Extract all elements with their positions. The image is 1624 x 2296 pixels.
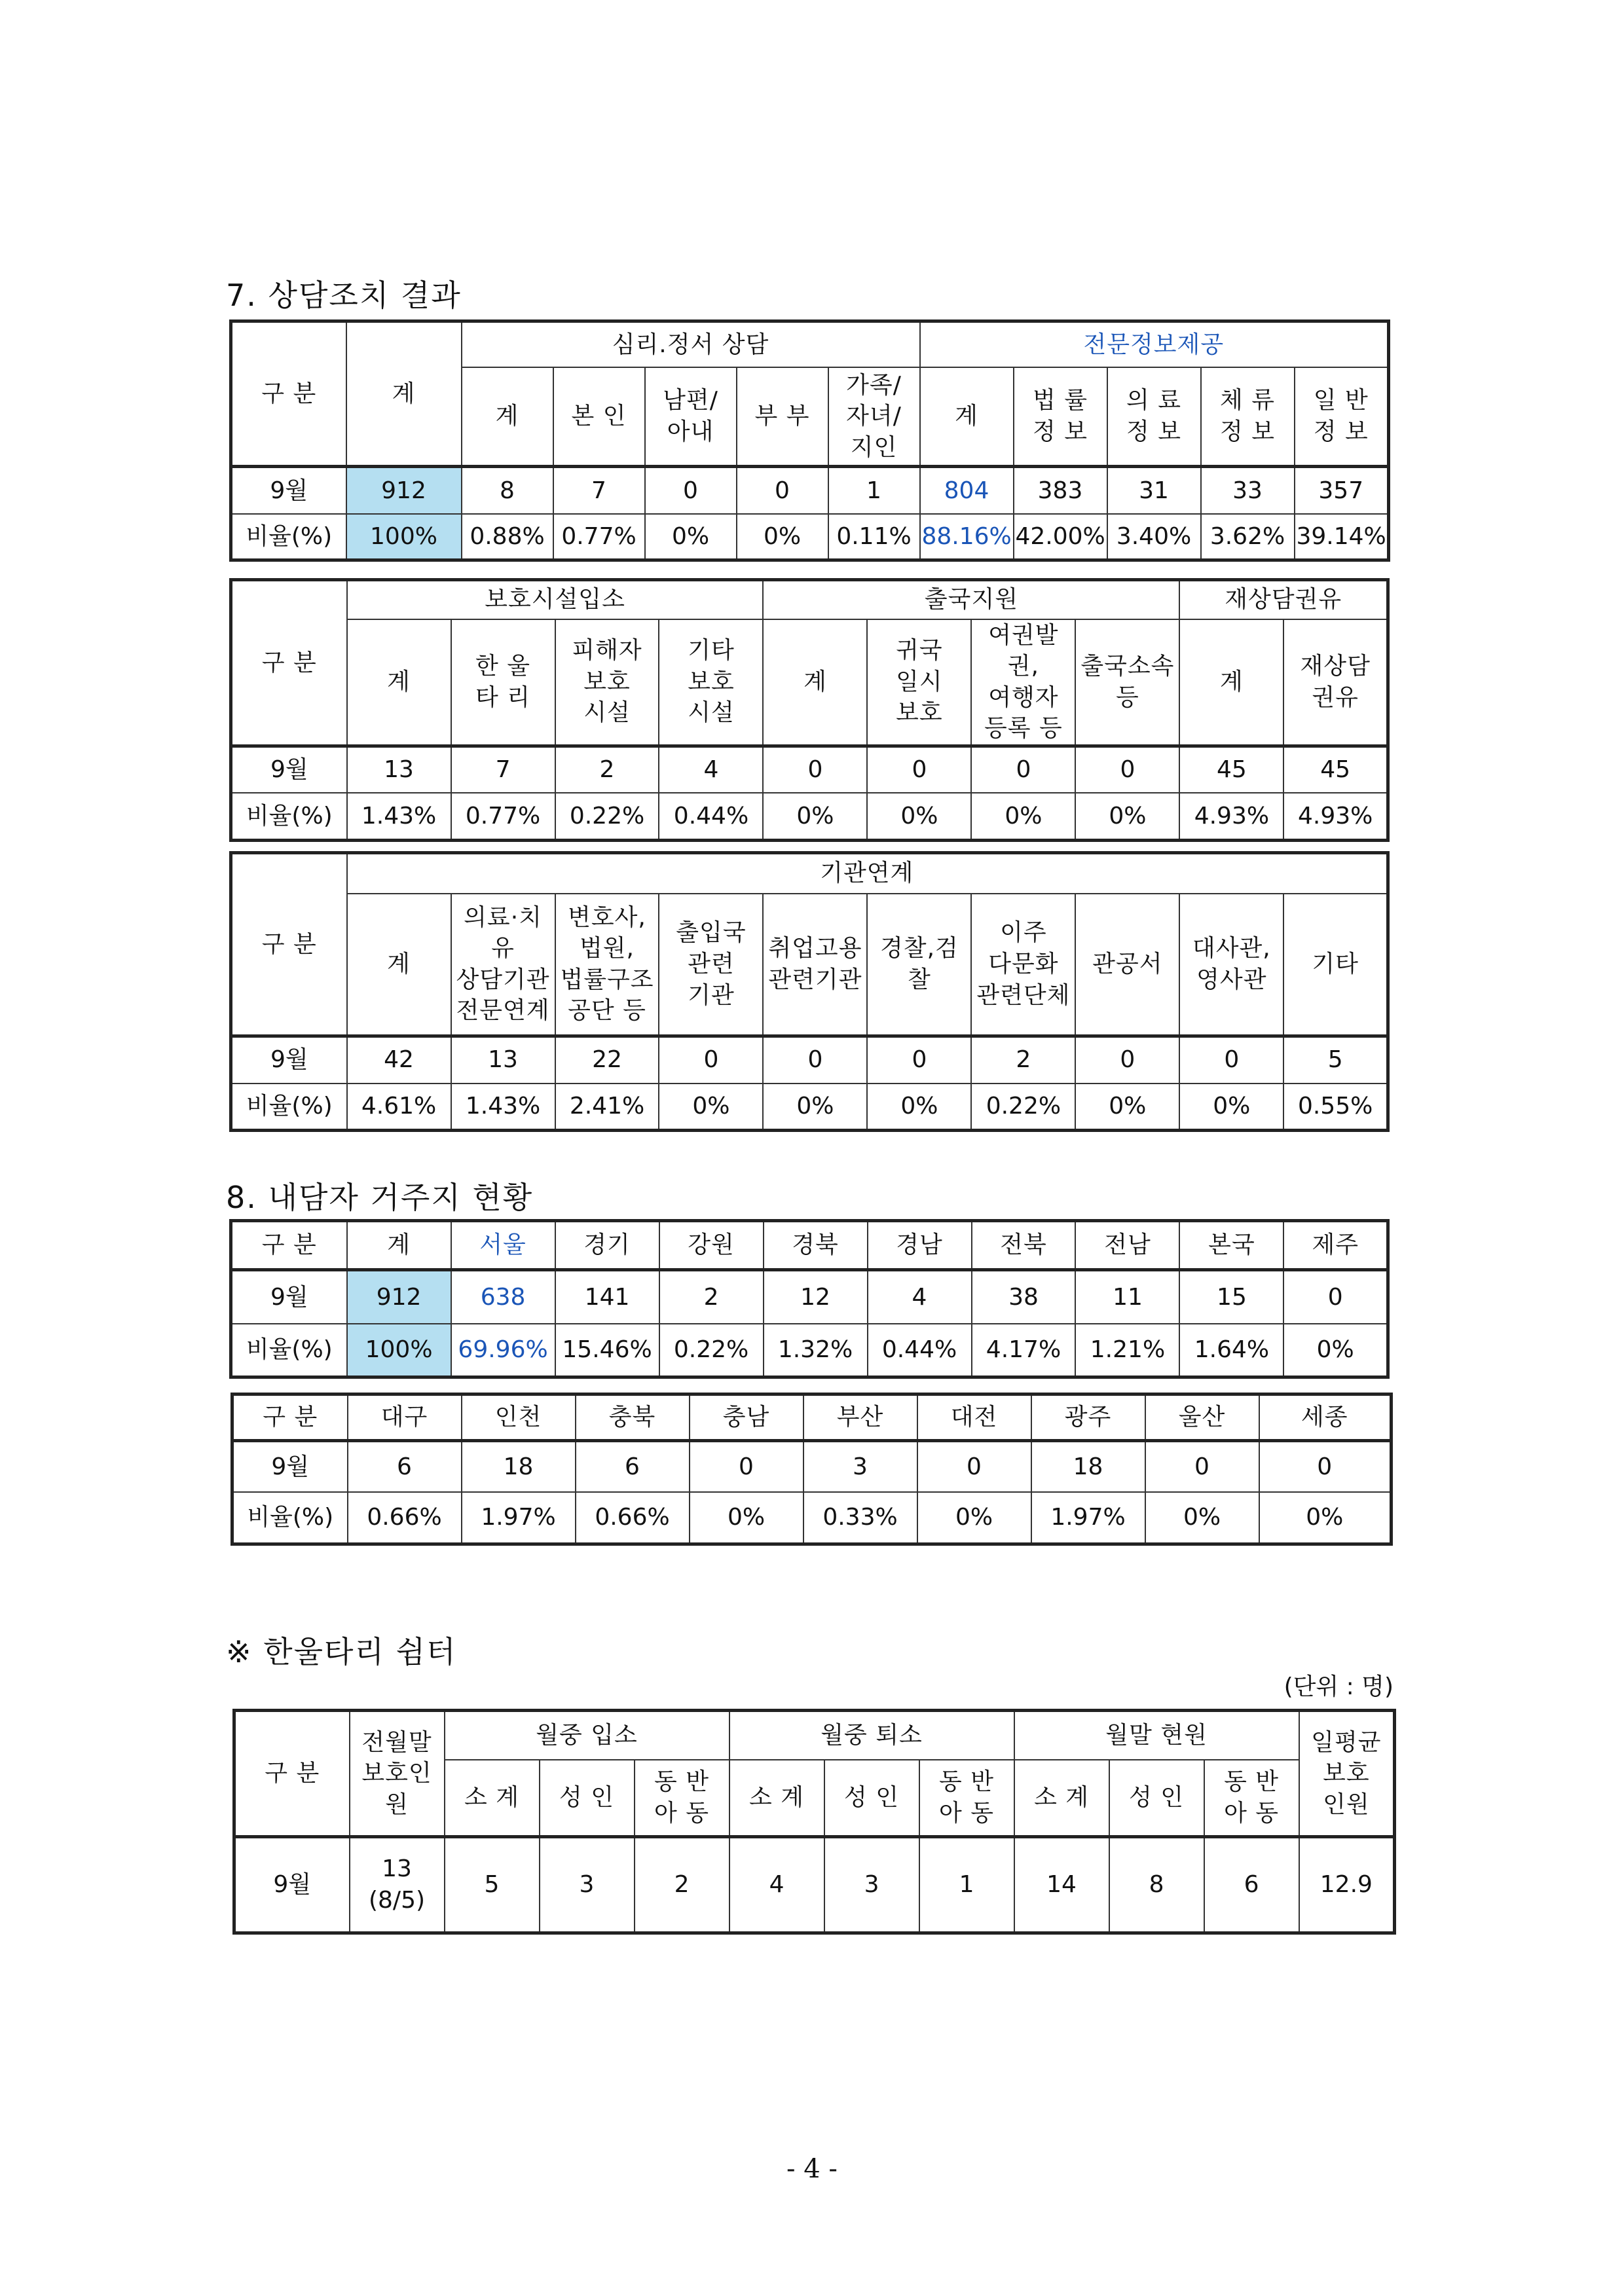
table-cell: 0.33% — [803, 1492, 917, 1544]
header-month-end-current: 월말 현원 — [1014, 1711, 1299, 1760]
table-cell: 0% — [971, 793, 1075, 840]
col-header: 광주 — [1031, 1394, 1145, 1441]
row-label: 9월 — [232, 1440, 348, 1492]
col-header: 재상담 권유 — [1283, 619, 1388, 746]
col-header: 출국소속 등 — [1075, 619, 1179, 746]
table-cell: 0% — [1075, 1084, 1179, 1131]
table-cell: 0% — [1283, 1324, 1388, 1377]
table-cell: 13 — [451, 1036, 555, 1084]
col-header: 소 계 — [445, 1760, 540, 1837]
table-cell: 0% — [867, 1084, 971, 1131]
table-cell: 141 — [555, 1270, 659, 1324]
table-cell: 0% — [763, 793, 867, 840]
table-cell: 13 — [347, 746, 451, 793]
col-header: 피해자 보호 시설 — [555, 619, 659, 746]
table-cell: 38 — [972, 1270, 1076, 1324]
col-header: 동 반 아 동 — [919, 1760, 1014, 1837]
table-cell: 15.46% — [555, 1324, 659, 1377]
col-header: 관공서 — [1075, 894, 1179, 1036]
table-cell: 100% — [346, 514, 462, 560]
col-header: 계 — [462, 367, 553, 466]
table-cell: 0% — [1259, 1492, 1392, 1544]
col-header-seoul: 서울 — [451, 1221, 555, 1270]
header-shelter-admission: 보호시설입소 — [347, 580, 764, 619]
table-cell: 31 — [1107, 466, 1201, 514]
table-cell: 0.44% — [659, 793, 763, 840]
table-cell: 2 — [635, 1837, 729, 1933]
col-header: 변호사, 법원, 법률구조 공단 등 — [555, 894, 659, 1036]
col-header: 충남 — [690, 1394, 803, 1441]
table-cell: 0 — [971, 746, 1075, 793]
row-label: 9월 — [231, 746, 347, 793]
table-cell: 0.55% — [1283, 1084, 1388, 1131]
table-cell: 0% — [917, 1492, 1031, 1544]
table-cell: 14 — [1014, 1837, 1109, 1933]
header-total: 계 — [346, 321, 462, 467]
col-header: 의료·치유 상담기관 전문연계 — [451, 894, 555, 1036]
col-header: 기타 보호 시설 — [659, 619, 763, 746]
header-professional-info: 전문정보제공 — [920, 321, 1389, 368]
table-cell: 5 — [1283, 1036, 1388, 1084]
row-label: 비율(%) — [232, 1492, 348, 1544]
table-cell: 0% — [1075, 793, 1179, 840]
table-cell: 69.96% — [451, 1324, 555, 1377]
counseling-results-table-agency-linkage — [229, 851, 1390, 1132]
header-monthly-admission: 월중 입소 — [445, 1711, 729, 1760]
table-cell: 4 — [729, 1837, 824, 1933]
col-header: 부 부 — [737, 367, 828, 466]
table-cell: 2.41% — [555, 1084, 659, 1131]
table-cell: 0% — [645, 514, 737, 560]
col-header: 세종 — [1259, 1394, 1392, 1441]
col-header: 성 인 — [824, 1760, 919, 1837]
table-cell: 1.97% — [1031, 1492, 1145, 1544]
table-cell: 3 — [540, 1837, 635, 1933]
col-header: 제주 — [1283, 1221, 1388, 1270]
table-cell: 11 — [1075, 1270, 1179, 1324]
col-header: 인천 — [462, 1394, 576, 1441]
table-cell: 0 — [1075, 746, 1179, 793]
table-cell: 3.40% — [1107, 514, 1201, 560]
table-cell: 1 — [828, 466, 920, 514]
col-header: 경기 — [555, 1221, 659, 1270]
table-cell: 88.16% — [920, 514, 1014, 560]
unit-label: (단위 : 명) — [1283, 1673, 1393, 1700]
table-cell: 42.00% — [1014, 514, 1107, 560]
col-header: 의 료 정 보 — [1107, 367, 1201, 466]
table-cell: 0.22% — [659, 1324, 764, 1377]
table-cell: 0% — [690, 1492, 803, 1544]
residence-table-2 — [231, 1393, 1393, 1546]
table-cell: 22 — [555, 1036, 659, 1084]
row-label: 비율(%) — [231, 793, 347, 840]
table-cell: 0 — [763, 1036, 867, 1084]
table-cell: 804 — [920, 466, 1014, 514]
row-label: 9월 — [234, 1837, 350, 1933]
table-cell: 0.11% — [828, 514, 920, 560]
table-cell: 0 — [1145, 1440, 1259, 1492]
col-header: 구 분 — [231, 1221, 347, 1270]
col-header: 울산 — [1145, 1394, 1259, 1441]
table-cell: 0 — [1259, 1440, 1392, 1492]
col-header: 대구 — [348, 1394, 462, 1441]
col-header: 충북 — [576, 1394, 690, 1441]
table-cell: 0 — [867, 1036, 971, 1084]
table-cell: 8 — [1109, 1837, 1204, 1933]
col-header: 소 계 — [1014, 1760, 1109, 1837]
table-cell: 33 — [1201, 466, 1295, 514]
table-cell: 1 — [919, 1837, 1014, 1933]
table-cell: 0% — [1179, 1084, 1283, 1131]
table-cell: 18 — [462, 1440, 576, 1492]
table-cell: 0.88% — [462, 514, 553, 560]
shelter-table — [232, 1709, 1396, 1935]
table-cell: 0.22% — [971, 1084, 1075, 1131]
table-cell: 0 — [659, 1036, 763, 1084]
header-gubun: 구 분 — [231, 853, 347, 1036]
col-header: 성 인 — [540, 1760, 635, 1837]
table-cell: 6 — [348, 1440, 462, 1492]
table-cell: 0 — [1179, 1036, 1283, 1084]
table-cell: 0.66% — [348, 1492, 462, 1544]
header-daily-average: 일평균 보호 인원 — [1299, 1711, 1395, 1837]
table-cell: 45 — [1179, 746, 1283, 793]
col-header: 여권발권, 여행자 등록 등 — [971, 619, 1075, 746]
col-header: 강원 — [659, 1221, 764, 1270]
col-header: 계 — [920, 367, 1014, 466]
table-cell: 12.9 — [1299, 1837, 1395, 1933]
table-cell: 0% — [1145, 1492, 1259, 1544]
col-header: 전북 — [972, 1221, 1076, 1270]
table-cell: 3 — [824, 1837, 919, 1933]
col-header: 가족/ 자녀/ 지인 — [828, 367, 920, 466]
col-header: 동 반 아 동 — [635, 1760, 729, 1837]
table-cell: 0.44% — [868, 1324, 972, 1377]
table-cell: 638 — [451, 1270, 555, 1324]
table-cell: 45 — [1283, 746, 1388, 793]
table-cell: 3 — [803, 1440, 917, 1492]
row-label: 9월 — [231, 466, 346, 514]
section-8-title: 8. 내담자 거주지 현황 — [226, 1180, 534, 1215]
table-cell: 0 — [1075, 1036, 1179, 1084]
col-header: 계 — [347, 619, 451, 746]
header-gubun: 구 분 — [231, 321, 346, 467]
table-cell: 7 — [451, 746, 555, 793]
row-label: 9월 — [231, 1036, 347, 1084]
table-cell: 0% — [659, 1084, 763, 1131]
header-psychological-counseling: 심리.정서 상담 — [462, 321, 920, 368]
col-header: 경찰,검찰 — [867, 894, 971, 1036]
counseling-results-table-shelter-departure — [229, 578, 1390, 842]
row-label: 9월 — [231, 1270, 347, 1324]
table-cell: 4.17% — [972, 1324, 1076, 1377]
table-cell: 7 — [553, 466, 645, 514]
table-cell: 12 — [764, 1270, 868, 1324]
header-agency-linkage: 기관연계 — [347, 853, 1388, 894]
table-cell: 1.97% — [462, 1492, 576, 1544]
header-monthly-discharge: 월중 퇴소 — [729, 1711, 1014, 1760]
table-cell: 0 — [867, 746, 971, 793]
col-header: 대전 — [917, 1394, 1031, 1441]
row-label: 비율(%) — [231, 1324, 347, 1377]
header-re-counseling: 재상담권유 — [1179, 580, 1388, 619]
col-header: 경북 — [764, 1221, 868, 1270]
table-cell: 2 — [971, 1036, 1075, 1084]
col-header: 전남 — [1075, 1221, 1179, 1270]
col-header: 계 — [763, 619, 867, 746]
table-cell: 1.32% — [764, 1324, 868, 1377]
table-cell: 0.77% — [451, 793, 555, 840]
table-cell: 15 — [1179, 1270, 1283, 1324]
table-cell: 0% — [867, 793, 971, 840]
col-header: 취업고용 관련기관 — [763, 894, 867, 1036]
col-header: 본국 — [1179, 1221, 1283, 1270]
table-cell: 18 — [1031, 1440, 1145, 1492]
col-header: 이주 다문화 관련단체 — [971, 894, 1075, 1036]
residence-table-1 — [229, 1219, 1390, 1379]
col-header: 남편/ 아내 — [645, 367, 737, 466]
table-cell: 13 (8/5) — [350, 1837, 445, 1933]
col-header: 성 인 — [1109, 1760, 1204, 1837]
table-cell: 0.22% — [555, 793, 659, 840]
table-cell: 0% — [737, 514, 828, 560]
col-header: 구 분 — [232, 1394, 348, 1441]
header-gubun: 구 분 — [234, 1711, 350, 1837]
table-cell: 39.14% — [1295, 514, 1389, 560]
table-cell: 42 — [347, 1036, 451, 1084]
table-cell: 357 — [1295, 466, 1389, 514]
counseling-results-table-psychological-info — [229, 319, 1390, 562]
col-header: 계 — [347, 1221, 451, 1270]
col-header: 소 계 — [729, 1760, 824, 1837]
section-7-title: 7. 상담조치 결과 — [226, 278, 462, 313]
table-cell: 4.93% — [1283, 793, 1388, 840]
col-header: 경남 — [868, 1221, 972, 1270]
page-number: - 4 - — [786, 2154, 838, 2184]
col-header: 기타 — [1283, 894, 1388, 1036]
col-header: 부산 — [803, 1394, 917, 1441]
row-label: 비율(%) — [231, 514, 346, 560]
table-cell: 0.77% — [553, 514, 645, 560]
table-cell: 0 — [1283, 1270, 1388, 1324]
table-cell: 100% — [347, 1324, 451, 1377]
col-header: 법 률 정 보 — [1014, 367, 1107, 466]
table-cell: 1.43% — [451, 1084, 555, 1131]
col-header: 체 류 정 보 — [1201, 367, 1295, 466]
table-cell: 0 — [645, 466, 737, 514]
table-cell: 1.64% — [1179, 1324, 1283, 1377]
table-cell: 0.66% — [576, 1492, 690, 1544]
table-cell: 0 — [917, 1440, 1031, 1492]
col-header: 일 반 정 보 — [1295, 367, 1389, 466]
row-label: 비율(%) — [231, 1084, 347, 1131]
shelter-title: ※ 한울타리 쉼터 — [226, 1634, 457, 1669]
header-departure-support: 출국지원 — [763, 580, 1179, 619]
col-header: 한 울 타 리 — [451, 619, 555, 746]
table-cell: 4.61% — [347, 1084, 451, 1131]
table-cell: 8 — [462, 466, 553, 514]
col-header: 계 — [1179, 619, 1283, 746]
table-cell: 2 — [659, 1270, 764, 1324]
table-cell: 383 — [1014, 466, 1107, 514]
table-cell: 3.62% — [1201, 514, 1295, 560]
col-header: 본 인 — [553, 367, 645, 466]
table-cell: 0 — [737, 466, 828, 514]
table-cell: 912 — [346, 466, 462, 514]
table-cell: 1.21% — [1075, 1324, 1179, 1377]
table-cell: 6 — [576, 1440, 690, 1492]
col-header: 동 반 아 동 — [1204, 1760, 1299, 1837]
header-gubun: 구 분 — [231, 580, 347, 746]
table-cell: 0 — [763, 746, 867, 793]
table-cell: 4 — [868, 1270, 972, 1324]
table-cell: 5 — [445, 1837, 540, 1933]
col-header: 계 — [347, 894, 451, 1036]
table-cell: 912 — [347, 1270, 451, 1324]
table-cell: 6 — [1204, 1837, 1299, 1933]
table-cell: 4 — [659, 746, 763, 793]
table-cell: 0% — [763, 1084, 867, 1131]
table-cell: 4.93% — [1179, 793, 1283, 840]
col-header: 귀국 일시 보호 — [867, 619, 971, 746]
table-cell: 1.43% — [347, 793, 451, 840]
header-prev-month-protected: 전월말 보호인원 — [350, 1711, 445, 1837]
table-cell: 2 — [555, 746, 659, 793]
table-cell: 0 — [690, 1440, 803, 1492]
col-header: 출입국 관련 기관 — [659, 894, 763, 1036]
col-header: 대사관, 영사관 — [1179, 894, 1283, 1036]
